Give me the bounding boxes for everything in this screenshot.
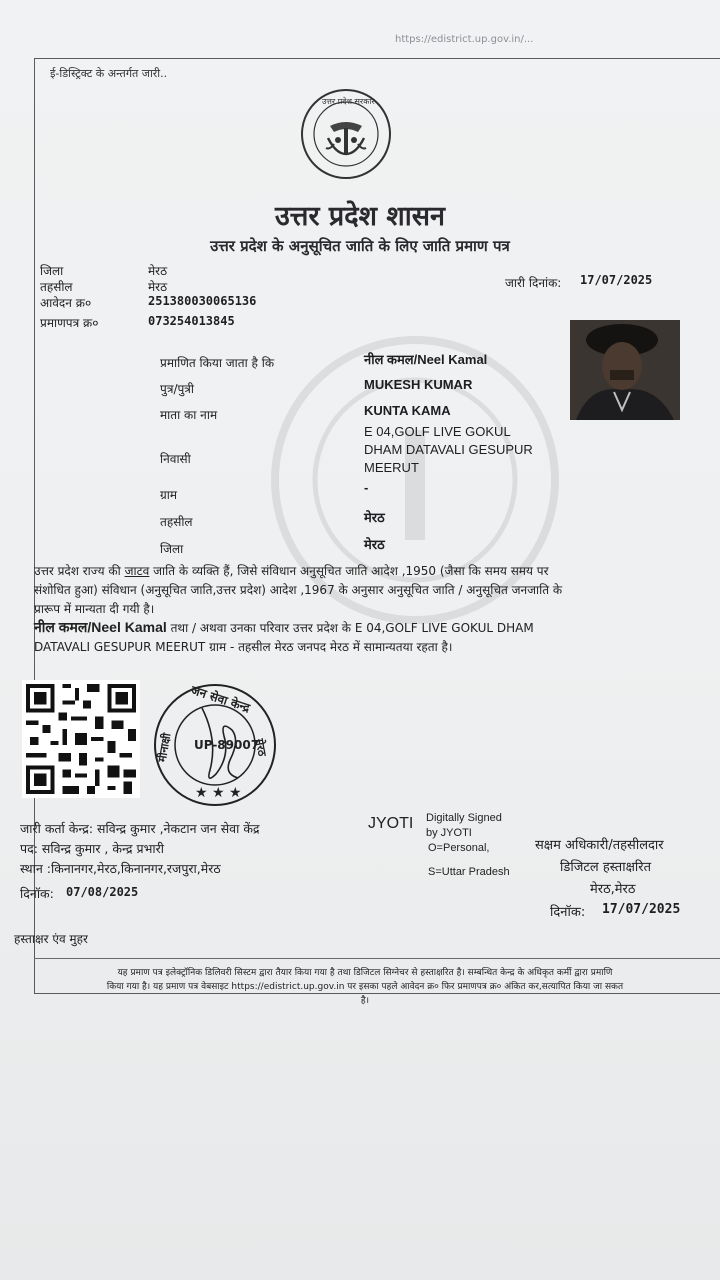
detail-district-label: जिला bbox=[160, 542, 184, 556]
residence-line: E 04,GOLF LIVE GOKUL bbox=[364, 424, 511, 439]
residence-paragraph bbox=[34, 618, 664, 657]
issuing-center: जारी कर्ता केन्द्र: सविन्द्र कुमार ,नेकटान जन सेवा केंद्र bbox=[20, 821, 260, 836]
document-title: उत्तर प्रदेश शासन bbox=[275, 201, 445, 232]
handwritten-signature bbox=[180, 700, 260, 790]
seal-top-text: जन सेवा केन्द्र bbox=[189, 682, 252, 716]
para-text: तथा / अथवा उनका परिवार उत्तर प्रदेश के E 04,GOLF LIVE GOKUL DHAM bbox=[170, 621, 534, 635]
residence-label: निवासी bbox=[160, 452, 191, 466]
certificate-number-label: प्रमाणपत्र क्र० bbox=[40, 316, 99, 330]
seal-left-text: मीनाक्षी bbox=[155, 732, 174, 763]
authority-date-value: 17/07/2025 bbox=[602, 902, 681, 917]
village-label: ग्राम bbox=[160, 488, 178, 502]
authority-title: सक्षम अधिकारी/तहसीलदार bbox=[535, 838, 664, 853]
seal-code: UP-89007 bbox=[194, 738, 260, 752]
footer-divider bbox=[34, 958, 720, 959]
residence-line: DHAM DATAVALI GESUPUR bbox=[364, 442, 533, 457]
detail-tehsil-value: मेरठ bbox=[364, 510, 385, 525]
digital-sign-line: S=Uttar Pradesh bbox=[428, 866, 510, 878]
verification-qr-code[interactable] bbox=[22, 680, 140, 798]
mother-name: KUNTA KAMA bbox=[364, 403, 451, 418]
signature-and-seal-label: हस्ताक्षर एंव मुहर bbox=[14, 932, 88, 946]
svg-text:★ ★ ★: ★ ★ ★ bbox=[195, 785, 242, 801]
issue-date-label: जारी दिनांक: bbox=[505, 276, 562, 290]
meta-tehsil-label: तहसील bbox=[40, 280, 73, 294]
authority-place: मेरठ,मेरठ bbox=[590, 882, 636, 897]
residence-address bbox=[364, 423, 533, 477]
issuer-post: पद: सविन्द्र कुमार , केन्द्र प्रभारी bbox=[20, 841, 164, 856]
footer-line: किया गया है। यह प्रमाण पत्र वेबसाइट https://edistrict.up.gov.in पर इसका पहले आवेदन क्र० फिर प्रमाणपत्र क्र० अंकित कर,सत्यापित किया जा सकत bbox=[106, 982, 624, 992]
para-text: जाति के व्यक्ति हैं, जिसे संविधान अनुसूचित जाति आदेश ,1950 (जैसा कि समय समय पर bbox=[153, 564, 549, 578]
para-applicant-name: नील कमल/Neel Kamal bbox=[34, 619, 167, 635]
para-text: उत्तर प्रदेश राज्य की bbox=[34, 564, 121, 578]
application-number-label: आवेदन क्र० bbox=[40, 296, 92, 310]
authority-date-label: दिनॉक: bbox=[550, 905, 586, 920]
meta-district-label: जिला bbox=[40, 264, 64, 278]
authority-digitally-signed: डिजिटल हस्ताक्षरित bbox=[560, 860, 651, 875]
issuer-date-label: दिनॉक: bbox=[20, 886, 54, 901]
applicant-name: नील कमल/Neel Kamal bbox=[364, 352, 488, 367]
detail-tehsil-label: तहसील bbox=[160, 515, 193, 529]
caste-paragraph bbox=[34, 562, 664, 619]
digital-signer-name: JYOTI bbox=[368, 815, 414, 832]
father-name: MUKESH KUMAR bbox=[364, 377, 473, 392]
applicant-photo bbox=[570, 320, 680, 420]
issuer-place: स्थान :किनानगर,मेरठ,किनानगर,रजपुरा,मेरठ bbox=[20, 861, 221, 876]
digital-sign-line: O=Personal, bbox=[428, 842, 490, 854]
para-text: DATAVALI GESUPUR MEERUT ग्राम - तहसील मेरठ जनपद मेरठ में सामान्यतया रहता है। bbox=[34, 640, 453, 654]
certificate-number-value: 073254013845 bbox=[148, 314, 235, 328]
issue-date-value: 17/07/2025 bbox=[580, 273, 653, 287]
caste-name: जाटव bbox=[124, 564, 150, 578]
residence-line: MEERUT bbox=[364, 460, 419, 475]
issued-under-note: ई-डिस्ट्रिक्ट के अन्तर्गत जारी.. bbox=[50, 67, 168, 80]
mother-label: माता का नाम bbox=[160, 408, 218, 422]
footer-note bbox=[12, 966, 718, 1008]
application-number-value: 251380030065136 bbox=[148, 294, 257, 308]
para-text: संशोधित हुआ) संविधान (अनुसूचित जाति,उत्तर प्रदेश) आदेश ,1967 के अनुसार अनुसूचित जाति / अनुसूचित जनजाति के bbox=[34, 583, 563, 597]
digital-sign-line: Digitally Signed bbox=[426, 812, 502, 824]
issuer-date-value: 07/08/2025 bbox=[66, 885, 139, 899]
seal-right-text: मेरठ bbox=[252, 737, 269, 758]
detail-district-value: मेरठ bbox=[364, 537, 385, 552]
meta-tehsil-value: मेरठ bbox=[148, 280, 168, 294]
emblem-text: उत्तर प्रदेश सरकार bbox=[322, 97, 375, 106]
document-subtitle: उत्तर प्रदेश के अनुसूचित जाति के लिए जाति प्रमाण पत्र bbox=[210, 237, 510, 255]
digital-sign-line: by JYOTI bbox=[426, 827, 472, 839]
footer-line: यह प्रमाण पत्र इलेक्ट्रॉनिक डिलिवरी सिस्टम द्वारा तैयार किया गया है तथा डिजिटल सिग्नेचर से हस्ताक्षरित है। सम्बन्धित केन्द्र के अधिकृत कर्मी द्वारा प्रमाणि bbox=[117, 968, 613, 978]
para-text: प्रारूप में मान्यता दी गयी है। bbox=[34, 602, 155, 616]
certified-label: प्रमाणित किया जाता है कि bbox=[160, 356, 275, 370]
footer-line: है। bbox=[360, 996, 370, 1006]
village-value: - bbox=[364, 480, 369, 495]
meta-district-value: मेरठ bbox=[148, 264, 168, 278]
son-daughter-label: पुत्र/पुत्री bbox=[160, 382, 195, 396]
page-url-header: https://edistrict.up.gov.in/... bbox=[395, 34, 534, 45]
